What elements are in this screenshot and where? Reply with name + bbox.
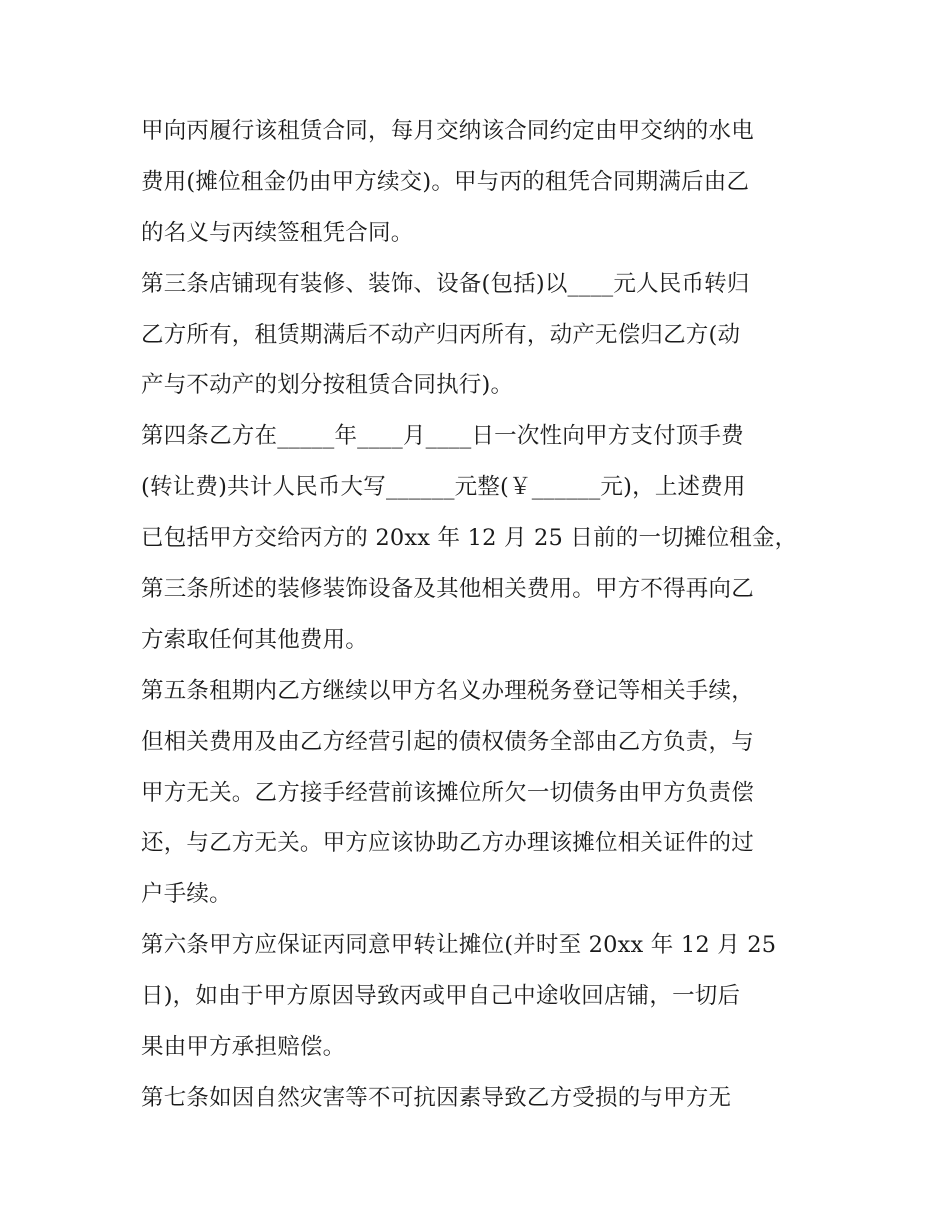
text-line: 方索取任何其他费用。	[141, 626, 369, 653]
text-line: 费用(摊位租金仍由甲方续交)。甲与丙的租凭合同期满后由乙	[141, 168, 750, 195]
text-line: 第三条所述的装修装饰设备及其他相关费用。甲方不得再向乙	[141, 576, 754, 603]
text-line: 乙方所有，租赁期满后不动产归丙所有，动产无偿归乙方(动	[141, 321, 741, 348]
text-line: 产与不动产的划分按租赁合同执行)。	[141, 372, 514, 399]
text-line: 已包括甲方交给丙方的 20xx 年 12 月 25 日前的一切摊位租金，	[141, 525, 798, 552]
text-line: 甲向丙履行该租赁合同，每月交纳该合同约定由甲交纳的水电	[141, 118, 754, 144]
text-line: 还，与乙方无关。甲方应该协助乙方办理该摊位相关证件的过	[141, 830, 754, 857]
text-line: 第七条如因自然灾害等不可抗因素导致乙方受损的与甲方无	[141, 1084, 732, 1111]
text-line: 户手续。	[141, 881, 232, 908]
text-line: 果由甲方承担赔偿。	[141, 1034, 346, 1061]
text-line: 第四条乙方在_____年____月____日一次性向甲方支付顶手费	[141, 423, 744, 450]
text-line: 日)，如由于甲方原因导致丙或甲自己中途收回店铺，一切后	[141, 983, 741, 1010]
text-line: (转让费)共计人民币大写______元整(￥______元)，上述费用	[141, 474, 746, 501]
text-line: 第三条店铺现有装修、装饰、设备(包括)以____元人民币转归	[141, 270, 750, 297]
text-line: 第五条租期内乙方继续以甲方名义办理税务登记等相关手续，	[141, 677, 754, 704]
document-body	[141, 106, 821, 1124]
text-line: 但相关费用及由乙方经营引起的债权债务全部由乙方负责，与	[141, 728, 754, 755]
text-line: 甲方无关。乙方接手经营前该摊位所欠一切债务由甲方负责偿	[141, 779, 754, 806]
text-line: 第六条甲方应保证丙同意甲转让摊位(并时至 20xx 年 12 月 25	[141, 932, 777, 959]
text-line: 的名义与丙续签租凭合同。	[141, 219, 414, 246]
